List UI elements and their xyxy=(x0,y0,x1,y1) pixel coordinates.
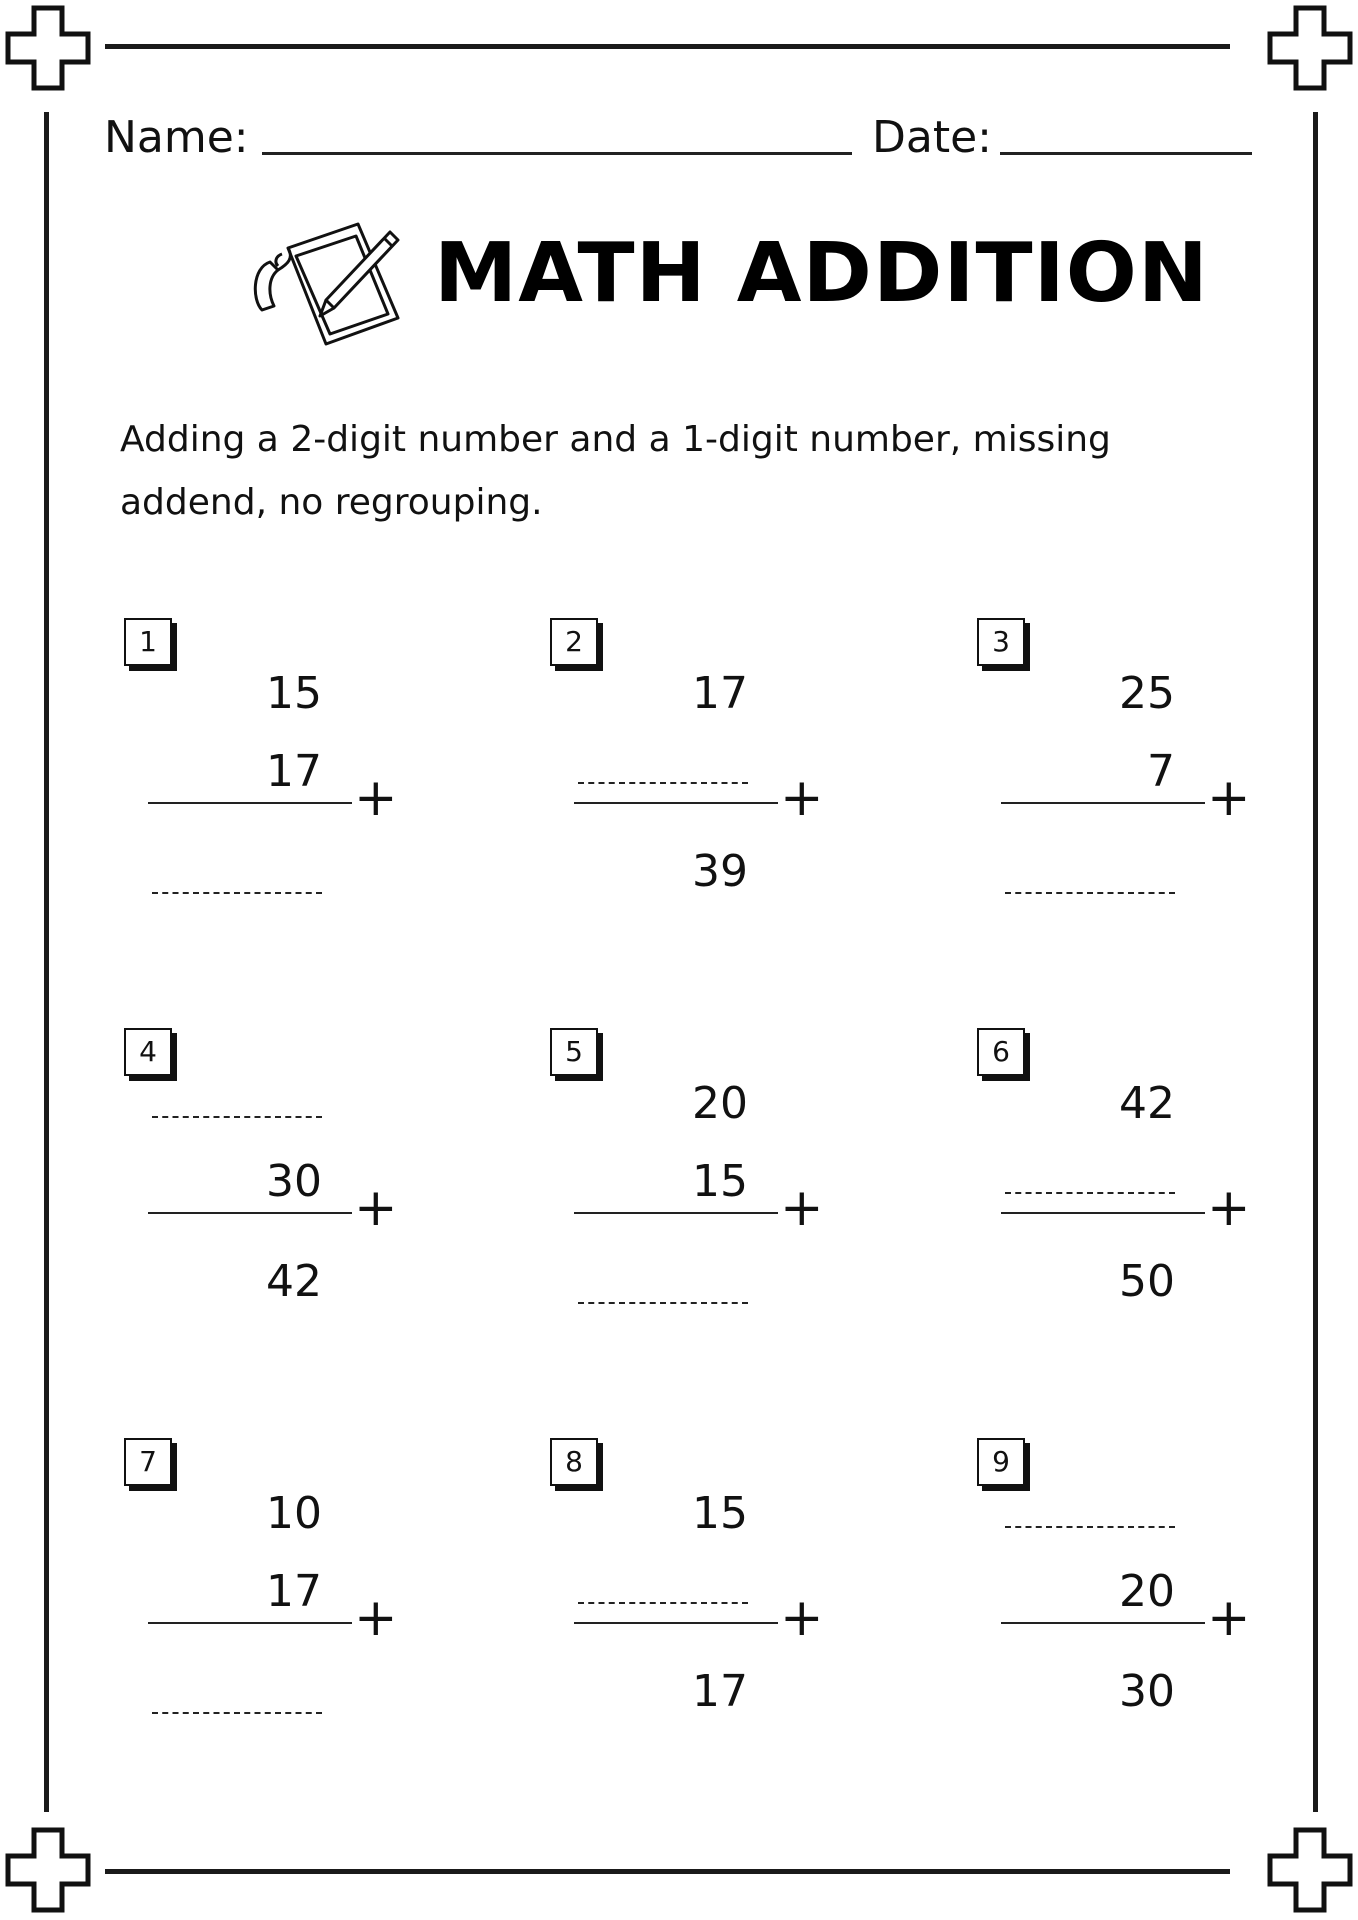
problem-number-badge: 9 xyxy=(977,1438,1025,1486)
sum-line xyxy=(148,1622,352,1624)
problem-card xyxy=(975,1026,1305,1346)
plus-sign: + xyxy=(354,1588,398,1648)
problem-number-badge: 4 xyxy=(124,1028,172,1076)
answer-blank[interactable] xyxy=(578,782,748,784)
sum-line xyxy=(574,1622,778,1624)
name-field[interactable] xyxy=(262,152,852,155)
answer-blank[interactable] xyxy=(152,1116,322,1118)
answer-blank[interactable] xyxy=(152,1712,322,1714)
first-addend: 17 xyxy=(692,668,748,719)
sum-line xyxy=(574,802,778,804)
first-addend: 20 xyxy=(692,1078,748,1129)
sum-value: 17 xyxy=(692,1666,748,1717)
second-addend: 17 xyxy=(266,746,322,797)
problem-number-badge: 7 xyxy=(124,1438,172,1486)
first-addend: 15 xyxy=(266,668,322,719)
second-addend: 17 xyxy=(266,1566,322,1617)
first-addend: 15 xyxy=(692,1488,748,1539)
cross-corner-icon xyxy=(1266,1826,1354,1914)
problem-number-badge: 8 xyxy=(550,1438,598,1486)
problem-card xyxy=(975,1436,1305,1756)
plus-sign: + xyxy=(780,1588,824,1648)
page-title: MATH ADDITION xyxy=(434,226,1209,321)
border-right-line xyxy=(1313,112,1318,1812)
problem-number-badge: 5 xyxy=(550,1028,598,1076)
sum-value: 30 xyxy=(1119,1666,1175,1717)
problem-card xyxy=(548,1436,878,1756)
sum-line xyxy=(1001,802,1205,804)
problem-card xyxy=(975,616,1305,936)
border-top-line xyxy=(105,44,1230,49)
first-addend: 10 xyxy=(266,1488,322,1539)
answer-blank[interactable] xyxy=(152,892,322,894)
plus-sign: + xyxy=(780,1178,824,1238)
sum-value: 42 xyxy=(266,1256,322,1307)
second-addend: 7 xyxy=(1147,746,1175,797)
problem-number-badge: 3 xyxy=(977,618,1025,666)
cross-corner-icon xyxy=(4,1826,92,1914)
cross-corner-icon xyxy=(1266,4,1354,92)
plus-sign: + xyxy=(354,768,398,828)
date-field[interactable] xyxy=(1000,152,1252,155)
sum-value: 50 xyxy=(1119,1256,1175,1307)
name-label: Name: xyxy=(104,112,249,163)
problem-card xyxy=(122,616,452,936)
problem-number-badge: 1 xyxy=(124,618,172,666)
second-addend: 15 xyxy=(692,1156,748,1207)
first-addend: 25 xyxy=(1119,668,1175,719)
sum-line xyxy=(1001,1212,1205,1214)
problem-card xyxy=(122,1026,452,1346)
problem-number-badge: 6 xyxy=(977,1028,1025,1076)
date-label: Date: xyxy=(872,112,992,163)
problem-card xyxy=(548,1026,878,1346)
sum-line xyxy=(148,1212,352,1214)
plus-sign: + xyxy=(780,768,824,828)
answer-blank[interactable] xyxy=(578,1302,748,1304)
plus-sign: + xyxy=(1207,1178,1251,1238)
plus-sign: + xyxy=(1207,1588,1251,1648)
problem-number-badge: 2 xyxy=(550,618,598,666)
border-left-line xyxy=(44,112,49,1812)
answer-blank[interactable] xyxy=(1005,892,1175,894)
first-addend: 42 xyxy=(1119,1078,1175,1129)
second-addend: 30 xyxy=(266,1156,322,1207)
answer-blank[interactable] xyxy=(1005,1192,1175,1194)
cross-corner-icon xyxy=(4,4,92,92)
sum-value: 39 xyxy=(692,846,748,897)
sum-line xyxy=(574,1212,778,1214)
answer-blank[interactable] xyxy=(1005,1526,1175,1528)
notepad-pencil-icon xyxy=(248,218,404,348)
instructions-text: Adding a 2-digit number and a 1-digit number, missing addend, no regrouping. xyxy=(120,419,1111,523)
sum-line xyxy=(1001,1622,1205,1624)
plus-sign: + xyxy=(1207,768,1251,828)
plus-sign: + xyxy=(354,1178,398,1238)
border-bottom-line xyxy=(105,1869,1230,1874)
problem-card xyxy=(548,616,878,936)
problem-card xyxy=(122,1436,452,1756)
second-addend: 20 xyxy=(1119,1566,1175,1617)
sum-line xyxy=(148,802,352,804)
answer-blank[interactable] xyxy=(578,1602,748,1604)
